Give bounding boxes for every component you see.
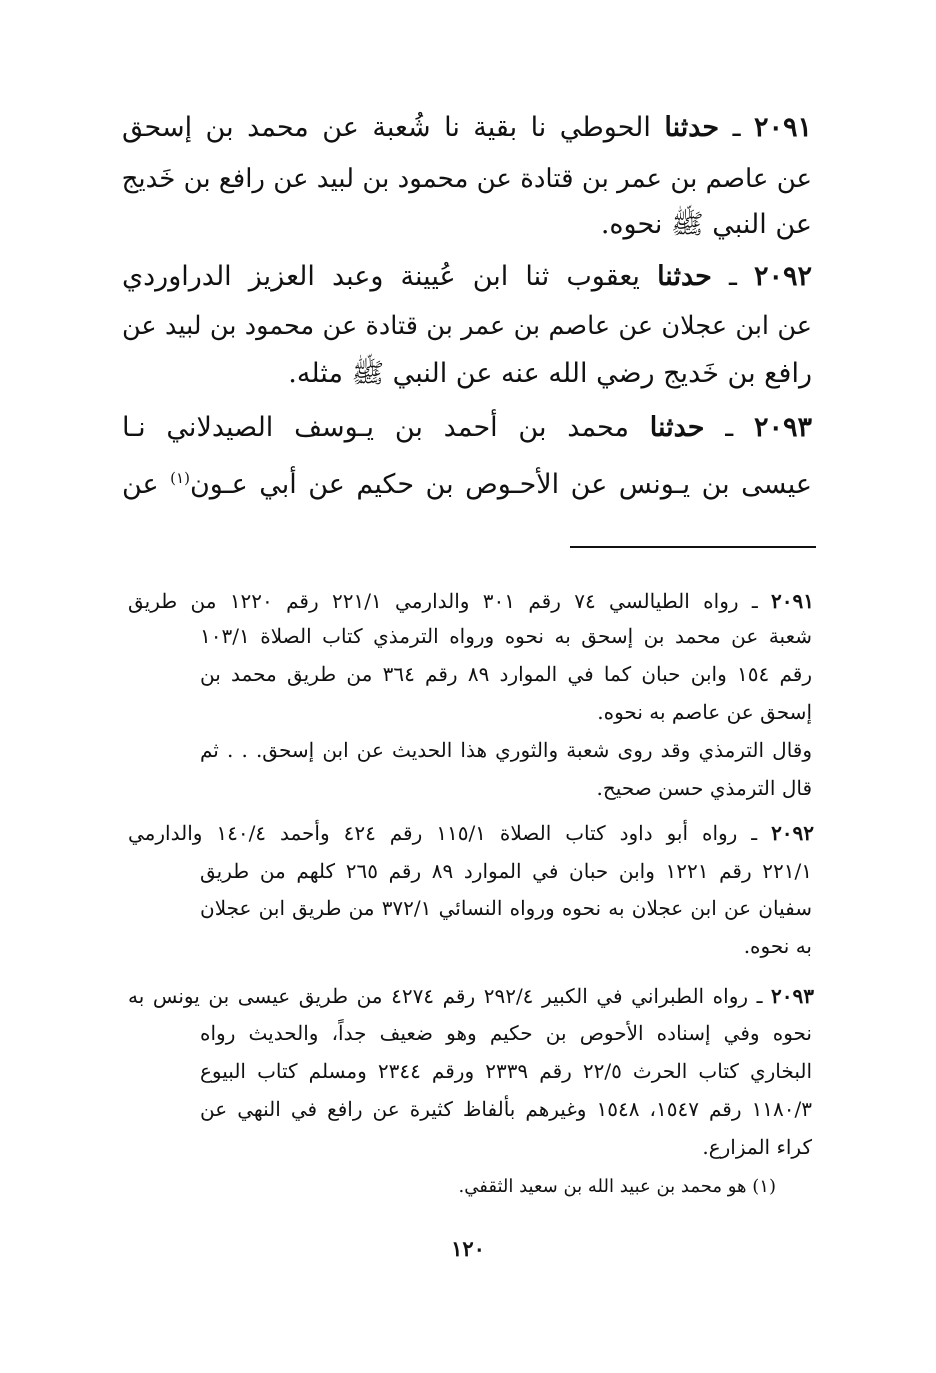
footnote-2091-line-4: إسحق عن عاصم به نحوه.	[597, 700, 812, 724]
page-number: ١٢٠	[451, 1236, 485, 1261]
hadith-2091-line-3: عن النبي ﷺ نحوه.	[600, 209, 812, 240]
footnote-2093-line-2: نحوه وفي إسناده الأحوص بن حكيم وهو ضعيف جداً، والحديث رواه	[200, 1021, 812, 1045]
hadith-number: ٢٠٩٢	[753, 261, 812, 292]
footnote-2093-line-1: ٢٠٩٣ ـ رواه الطبراني في الكبير ٢٩٢/٤ رقم ٤٢٧٤ من طريق عيسى بن يونس به	[128, 984, 814, 1008]
hadith-lead-word: حدثنا	[649, 412, 705, 443]
hadith-2093-line-1: ٢٠٩٣ ـ حدثنا محمد بن أحمد بن يـوسف الصيدلاني نـا	[122, 412, 812, 443]
hadith-2093-line-2: عيسى بن يـونس عن الأحـوص بن حكيم عن أبي عـون$^{(١)}$ عن	[122, 469, 812, 500]
footnote-2093-line-5: كراء المزارع.	[702, 1135, 812, 1159]
hadith-2092-line-2: عن ابن عجلان عن عاصم بن عمر بن قتادة عن محمود بن لبيد عن	[122, 311, 812, 341]
footnote-2091-line-5: وقال الترمذي وقد روى شعبة والثوري هذا الحديث عن ابن إسحق. . . ثم	[200, 738, 813, 762]
footnote-2091-line-6: قال الترمذي حسن صحيح.	[596, 776, 812, 800]
hadith-lead-word: حدثنا	[664, 112, 720, 143]
footnote-separator	[570, 546, 816, 548]
footnote-2093-line-4: ١١٨٠/٣ رقم ١٥٤٧، ١٥٤٨ وغيرهم بألفاظ كثيرة عن رافع في النهي عن	[200, 1097, 813, 1121]
hadith-number: ٢٠٩١	[753, 112, 812, 143]
footnote-note: (١) هو محمد بن عبيد الله بن سعيد الثقفي.	[458, 1176, 776, 1197]
footnote-2092-line-3: سفيان عن ابن عجلان به نحوه ورواه النسائي ٣٧٢/١ من طريق ابن عجلان	[200, 896, 812, 920]
hadith-number: ٢٠٩٣	[753, 412, 812, 443]
footnote-number: ٢٠٩٣	[771, 984, 814, 1008]
footnote-2092-line-2: ٢٢١/١ رقم ١٢٢١ وابن حبان في الموارد ٨٩ رقم ٢٦٥ كلهم من طريق	[200, 859, 813, 883]
footnote-2092-line-1: ٢٠٩٢ ـ رواه أبو داود كتاب الصلاة ١١٥/١ رقم ٤٢٤ وأحمد ١٤٠/٤ والدارمي	[128, 821, 815, 845]
footnote-number: ٢٠٩١	[771, 589, 815, 613]
hadith-2092-line-3: رافع بن خَديج رضي الله عنه عن النبي ﷺ مثله.	[288, 358, 812, 389]
footnote-2091-line-3: رقم ١٥٤ وابن حبان كما في الموارد ٨٩ رقم ٣٦٤ من طريق محمد بن	[200, 662, 813, 686]
footnote-2091-line-1: ٢٠٩١ ـ رواه الطيالسي ٧٤ رقم ٣٠١ والدارمي ٢٢١/١ رقم ١٢٢٠ من طريق	[128, 589, 815, 613]
footnote-2092-line-4: به نحوه.	[743, 934, 812, 958]
hadith-2092-line-1: ٢٠٩٢ ـ حدثنا يعقوب ثنا ابن عُيينة وعبد العزيز الدراوردي	[122, 261, 812, 292]
footnote-2093-line-3: البخاري كتاب الحرث ٢٢/٥ رقم ٢٣٣٩ ورقم ٢٣٤٤ ومسلم كتاب البيوع	[200, 1059, 812, 1083]
footnote-number: ٢٠٩٢	[771, 821, 815, 845]
hadith-2091-line-2: عن عاصم بن عمر بن قتادة عن محمود بن لبيد عن رافع بن خَديج	[121, 164, 812, 194]
footnote-marker: (١)	[170, 469, 190, 487]
hadith-2091-line-1: ٢٠٩١ ـ حدثنا الحوطي نا بقية نا شُعبة عن محمد بن إسحق	[122, 112, 812, 143]
footnote-2091-line-2: شعبة عن محمد بن إسحق به نحوه ورواه الترمذي كتاب الصلاة ١٠٣/١	[200, 624, 812, 648]
hadith-lead-word: حدثنا	[657, 261, 712, 292]
